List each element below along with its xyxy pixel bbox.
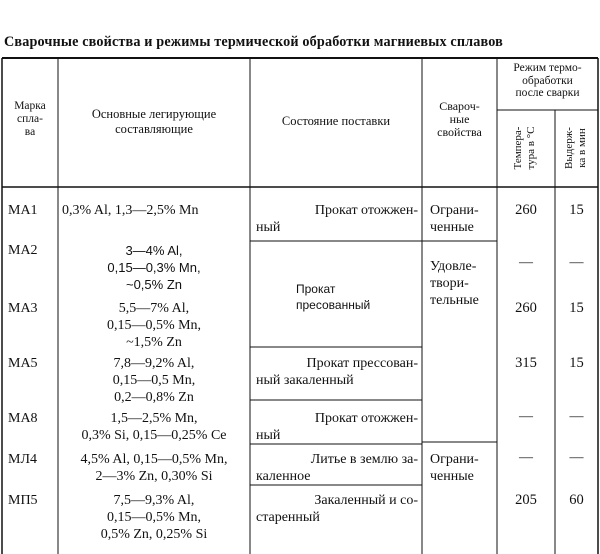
hold-ma5: 15 [569, 355, 584, 371]
alloy-ma2: 3—4% Al, 0,15—0,3% Mn, ~0,5% Zn [107, 243, 201, 292]
grade-ma5: МА5 [8, 356, 38, 371]
delivery-quenched-aged: Закаленный и со- старенный [256, 493, 418, 525]
grade-ma2: МА2 [8, 243, 38, 258]
temp-mp5: 205 [515, 492, 537, 508]
hold-ml4: — [569, 450, 584, 465]
delivery-sand-cast: Литье в землю за- каленное [256, 452, 418, 484]
delivery-pressed: Прокат пресованный [296, 282, 371, 312]
hold-ma1: 15 [569, 202, 584, 218]
alloy-ma8: 1,5—2,5% Mn, 0,3% Si, 0,15—0,25% Ce [81, 411, 227, 443]
alloy-ma5: 7,8—9,2% Al, 0,15—0,5 Mn, 0,2—0,8% Zn [112, 356, 196, 405]
hold-ma3: 15 [569, 300, 584, 316]
table-title: Сварочные свойства и режимы термической обработки магниевых сплавов [4, 34, 503, 50]
temp-ma5: 315 [515, 355, 537, 371]
temp-ml4: — [519, 450, 533, 465]
grade-ma1: МА1 [8, 203, 38, 218]
header-delivery: Состояние поставки [281, 114, 391, 128]
temp-ma8: — [519, 409, 533, 424]
delivery-annealed-1: Прокат отожжен- ный [256, 203, 418, 235]
grade-ma3: МА3 [8, 301, 38, 316]
header-grade: Марка спла- ва [14, 100, 46, 138]
hold-mp5: 60 [569, 492, 584, 508]
weld-limited-1: Ограни- ченные [430, 203, 479, 235]
alloy-ml4: 4,5% Al, 0,15—0,5% Mn, 2—3% Zn, 0,30% Si [80, 452, 228, 484]
hold-ma8: — [569, 409, 584, 424]
grade-mp5: МП5 [8, 493, 38, 508]
alloy-ma3: 5,5—7% Al, 0,15—0,5% Mn, ~1,5% Zn [106, 301, 202, 350]
weld-limited-2: Ограни- ченные [430, 452, 479, 484]
alloy-ma1: 0,3% Al, 1,3—2,5% Mn [62, 203, 199, 218]
header-alloying: Основные легирующие составляющие [91, 107, 217, 136]
delivery-pressed-quenched: Прокат прессован- ный закаленный [256, 356, 418, 388]
delivery-annealed-2: Прокат отожжен- ный [256, 411, 418, 443]
temp-ma1: 260 [515, 202, 537, 218]
weld-satisfactory: Удовле- твори- тельные [430, 259, 479, 308]
grade-ml4: МЛ4 [8, 452, 37, 467]
header-temperature: Темпера- тура в °С [512, 126, 537, 170]
grade-ma8: МА8 [8, 411, 38, 426]
header-heat-treatment: Режим термо- обработки после сварки [513, 62, 582, 99]
temp-ma3: 260 [515, 300, 537, 316]
temp-ma2: — [519, 255, 533, 270]
hold-ma2: — [569, 255, 584, 270]
header-holding-time: Выдерж- ка в мин [563, 127, 588, 169]
alloy-mp5: 7,5—9,3% Al, 0,15—0,5% Mn, 0,5% Zn, 0,25% Si [100, 493, 208, 542]
header-weld-properties: Свароч- ные свойства [437, 99, 482, 139]
